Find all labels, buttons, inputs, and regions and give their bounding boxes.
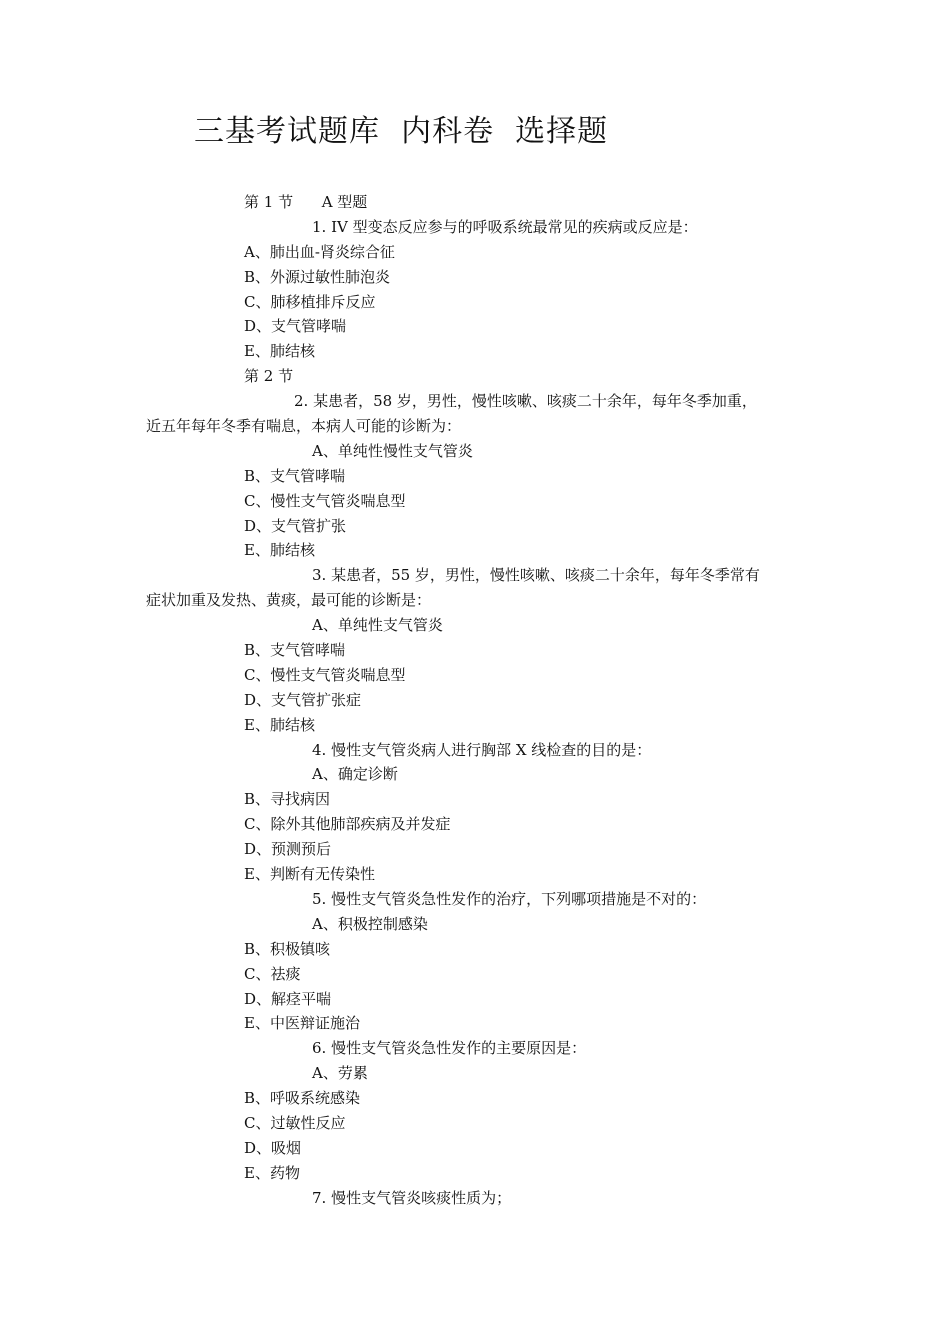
section-heading: 第 2 节 (244, 367, 294, 386)
answer-option: B、外源过敏性肺泡炎 (244, 267, 391, 286)
answer-option: A、积极控制感染 (312, 914, 428, 933)
answer-option: D、预测预后 (244, 840, 332, 859)
answer-option: D、支气管哮喘 (244, 317, 347, 336)
answer-option: B、积极镇咳 (244, 939, 331, 958)
answer-option: E、肺结核 (244, 342, 315, 361)
answer-option: C、慢性支气管炎喘息型 (244, 665, 406, 684)
answer-option: A、单纯性支气管炎 (312, 616, 443, 635)
answer-option: D、解痉平喘 (244, 989, 332, 1008)
question-stem-continued: 症状加重及发热、黄痰，最可能的诊断是： (146, 591, 432, 610)
answer-option: C、肺移植排斥反应 (244, 292, 376, 311)
answer-option: C、除外其他肺部疾病及并发症 (244, 815, 451, 834)
answer-option: A、劳累 (312, 1064, 368, 1083)
question-stem-continued: 近五年每年冬季有喘息，本病人可能的诊断为： (146, 417, 462, 436)
answer-option: A、单纯性慢性支气管炎 (312, 441, 473, 460)
question-stem: 6. 慢性支气管炎急性发作的主要原因是： (312, 1039, 587, 1058)
question-stem: 4. 慢性支气管炎病人进行胸部 X 线检查的目的是： (312, 740, 652, 759)
answer-option: C、慢性支气管炎喘息型 (244, 491, 406, 510)
answer-option: B、支气管哮喘 (244, 641, 346, 660)
answer-option: D、支气管扩张 (244, 516, 347, 535)
answer-option: D、吸烟 (244, 1138, 302, 1157)
answer-option: A、确定诊断 (312, 765, 398, 784)
question-stem: 7. 慢性支气管炎咳痰性质为； (312, 1188, 512, 1207)
answer-option: B、呼吸系统感染 (244, 1089, 361, 1108)
answer-option: E、肺结核 (244, 541, 315, 560)
answer-option: B、寻找病因 (244, 790, 331, 809)
answer-option: E、中医辩证施治 (244, 1014, 360, 1033)
page-title: 三基考试题库 内科卷 选择题 (194, 114, 609, 149)
answer-option: B、支气管哮喘 (244, 466, 346, 485)
question-stem: 2. 某患者，58 岁，男性，慢性咳嗽、咳痰二十余年，每年冬季加重， (294, 392, 757, 411)
answer-option: C、祛痰 (244, 964, 301, 983)
question-stem: 5. 慢性支气管炎急性发作的治疗，下列哪项措施是不对的： (312, 889, 707, 908)
answer-option: E、判断有无传染性 (244, 865, 375, 884)
answer-option: C、过敏性反应 (244, 1113, 346, 1132)
question-stem: 1. IV 型变态反应参与的呼吸系统最常见的疾病或反应是： (312, 217, 698, 236)
section-heading: 第 1 节 A 型题 (244, 193, 368, 211)
answer-option: A、肺出血-肾炎综合征 (244, 242, 395, 261)
answer-option: E、药物 (244, 1163, 300, 1182)
answer-option: E、肺结核 (244, 715, 315, 734)
question-stem: 3. 某患者，55 岁，男性，慢性咳嗽、咳痰二十余年，每年冬季常有 (312, 566, 760, 585)
question-list (0, 190, 950, 1211)
answer-option: D、支气管扩张症 (244, 690, 362, 709)
